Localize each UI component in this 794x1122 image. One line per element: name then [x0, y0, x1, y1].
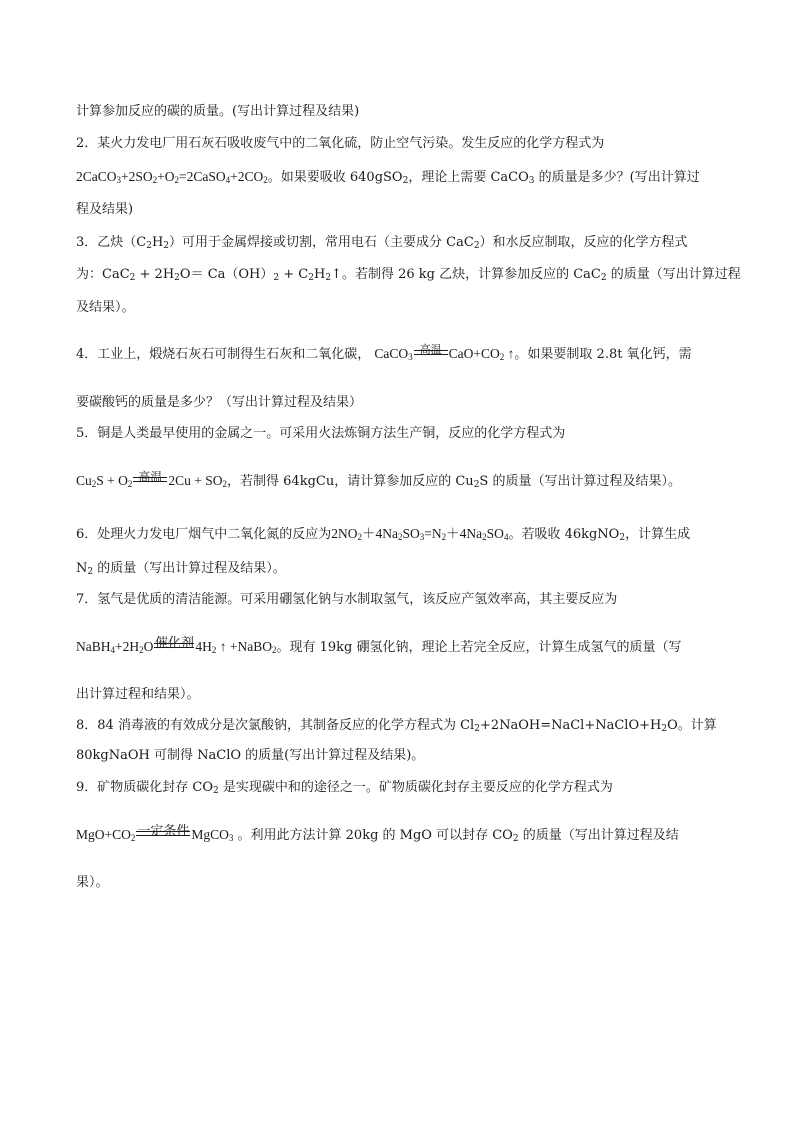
q5-equation: $Cu_2S + O_2$ 高温 $2Cu + SO_2$ — [76, 470, 228, 489]
q6-equation: $2NO_2+4Na_2SO_3=N_2+4Na_2SO_4$ — [331, 526, 509, 542]
q2-line-3 — [76, 200, 133, 220]
q4-text-2: 。如果要制取 2.8t 氧化钙，需 — [514, 347, 692, 362]
q3-line-1: 3．乙炔$(C_2H_2)$可用于金属焊接或切割，常用电石（主要成分 CaC$_2$）和水反应制取，反应的化学方程式 — [76, 235, 688, 251]
q3-line-2: 为：$CaC_2 + 2H_2O= Ca(OH)_2$ + $C_2H_2↑$。若制得 26 kg 乙炔，计算参加反应的 CaC$_2$ 的质量（写出计算过程 — [76, 267, 741, 283]
q7-text-2: 。现有 19kg 硼氢化钠，理论上若完全反应，计算生成氢气的质量（写 — [276, 640, 682, 655]
q8-text-3: O。计算 — [667, 718, 717, 733]
q2-text-2: 。如果要吸收 640gSO — [267, 170, 403, 185]
q7-condition-label: 催化剂 — [154, 635, 194, 650]
q8-text-2: +2NaOH=NaCl+NaClO+H — [479, 718, 662, 733]
q6-line-1: 6．处理火力发电厂烟气中二氧化氮的反应为$2NO_2+4Na_2SO_3=N_2+4Na_2SO_4$。若吸收 46kgNO$_2$，计算生成 — [76, 526, 691, 543]
q9-text-4: 的质量（写出计算过程及结 — [518, 828, 679, 843]
q3-text-3: ）和水反应制取，反应的化学方程式 — [479, 235, 688, 250]
q6-text-2: 。若吸收 46kgNO — [508, 527, 620, 542]
q4-condition-label: 高温 — [419, 344, 442, 356]
q9-text-3: 。利用此方法计算 20kg 的 MgO 可以封存 CO — [237, 828, 513, 843]
q3-text-5: ＝ Ca（OH） — [190, 267, 274, 282]
q6-text-5: 的质量（写出计算过程及结果）。 — [93, 561, 286, 576]
q2-line-2: $2CaCO_3+2SO_2+O_2=2CaSO_4+2CO_2$。如果要吸收 640gSO$_2$，理论上需要 CaCO$_3$ 的质量是多少？(写出计算过 — [76, 169, 700, 186]
q6-text-4: N — [76, 561, 88, 576]
q3-text-6: 。若制得 26 kg 乙炔，计算参加反应的 CaC — [341, 267, 601, 282]
q9-line-2: $MgO+CO_2$ 一定条件 MgCO$_3$ 。利用此方法计算 20kg 的 MgO 可以封存 $CO_2$ 的质量（写出计算过程及结 — [76, 823, 679, 844]
q6-text-3: ，计算生成 — [625, 527, 691, 542]
q8-text-1: 8．84 消毒液的有效成分是次氯酸钠，其制备反应的化学方程式为 Cl — [76, 718, 475, 733]
q5-condition-arrow — [133, 471, 167, 491]
q7-equation: $NaBH_4+2H_2O$ 催化剂 $4H_2$ ↑ +NaBO$_2$ — [76, 635, 277, 655]
q9-condition-label: 一定条件 — [137, 823, 190, 838]
q4-line-1 — [76, 344, 692, 365]
q9-equation: $MgO+CO_2$ 一定条件 MgCO$_3$ — [76, 823, 234, 843]
q2-equation: $2CaCO_3+2SO_2+O_2=2CaSO_4+2CO_2$ — [76, 169, 268, 185]
q3-line-3 — [76, 298, 135, 318]
q7-line-3 — [76, 685, 200, 705]
q7-text-3: 出计算过程和结果）。 — [76, 687, 200, 702]
q3-text-7: 的质量（写出计算过程 — [606, 267, 741, 282]
q6-line-2: $N_2$ 的质量（写出计算过程及结果）。 — [76, 561, 286, 577]
q5-text-3: S 的质量（写出计算过程及结果）。 — [479, 474, 681, 489]
q5-text-2: ，若制得 64kgCu，请计算参加反应的 Cu — [227, 474, 474, 489]
q3-text-8: 及结果）。 — [76, 300, 135, 315]
q7-line-1 — [76, 590, 617, 610]
q4-equation: CaCO$_3$ 高温 $CaO+CO_2$ ↑ — [374, 344, 515, 362]
q9-text-5: 果）。 — [76, 875, 109, 890]
q5-condition-label: 高温 — [138, 470, 163, 484]
q9-line-3 — [76, 873, 109, 893]
q8-line-1: 8．84 消毒液的有效成分是次氯酸钠，其制备反应的化学方程式为 $Cl_2+2NaOH=NaCl+NaClO+H_2O$。计算 — [76, 718, 717, 734]
q7-line-2 — [76, 637, 682, 658]
q8-text-4: 80kgNaOH 可制得 NaClO 的质量(写出计算过程及结果)。 — [76, 748, 425, 763]
q9-condition-arrow — [136, 825, 190, 845]
q5-text-1: 5．铜是人类最早使用的金属之一。可采用火法炼铜方法生产铜，反应的化学方程式为 — [76, 426, 566, 441]
q4-text-3: 要碳酸钙的质量是多少？（写出计算过程及结果） — [76, 395, 363, 410]
q2-line-1 — [76, 134, 604, 154]
q8-line-2 — [76, 746, 424, 766]
q1-tail — [76, 102, 359, 122]
q7-text-1: 7．氢气是优质的清洁能源。可采用硼氢化钠与水制取氢气，该反应产氢效率高，其主要反应为 — [76, 592, 618, 607]
q2-text-3: ，理论上需要 CaCO — [408, 170, 529, 185]
q5-line-1 — [76, 424, 565, 444]
q1-tail-text: 计算参加反应的碳的质量。(写出计算过程及结果) — [76, 104, 360, 119]
q7-condition-arrow — [154, 637, 194, 657]
q6-text-1: 6．处理火力发电厂烟气中二氧化氮的反应为 — [76, 527, 332, 542]
q3-text-4: 为：CaC — [76, 267, 130, 282]
q5-line-2: $Cu_2S + O_2$ 高温 $2Cu + SO_2$，若制得 64kgCu，请计算参加反应的 $Cu_2S$ 的质量（写出计算过程及结果）。 — [76, 470, 681, 490]
q4-line-2 — [76, 393, 362, 413]
q9-text-1: 9．矿物质碳化封存 CO — [76, 780, 214, 795]
q4-text-1: 4．工业上，煅烧石灰石可制得生石灰和二氧化碳， — [76, 347, 371, 362]
q2-text-1: 2．某火力发电厂用石灰石吸收废气中的二氧化硫，防止空气污染。发生反应的化学方程式为 — [76, 136, 605, 151]
q3-text-2: ）可用于金属焊接或切割，常用电石（主要成分 CaC — [169, 235, 474, 250]
q4-condition-arrow — [414, 344, 448, 364]
q9-line-1: 9．矿物质碳化封存 $CO_2$ 是实现碳中和的途径之一。矿物质碳化封存主要反应的化学方程式为 — [76, 780, 613, 796]
q3-text-1: 3．乙炔（C — [76, 235, 147, 250]
q2-text-4: 的质量是多少？(写出计算过 — [534, 170, 700, 185]
q9-text-2: 是实现碳中和的途径之一。矿物质碳化封存主要反应的化学方程式为 — [218, 780, 613, 795]
q2-text-5: 程及结果) — [76, 202, 134, 217]
